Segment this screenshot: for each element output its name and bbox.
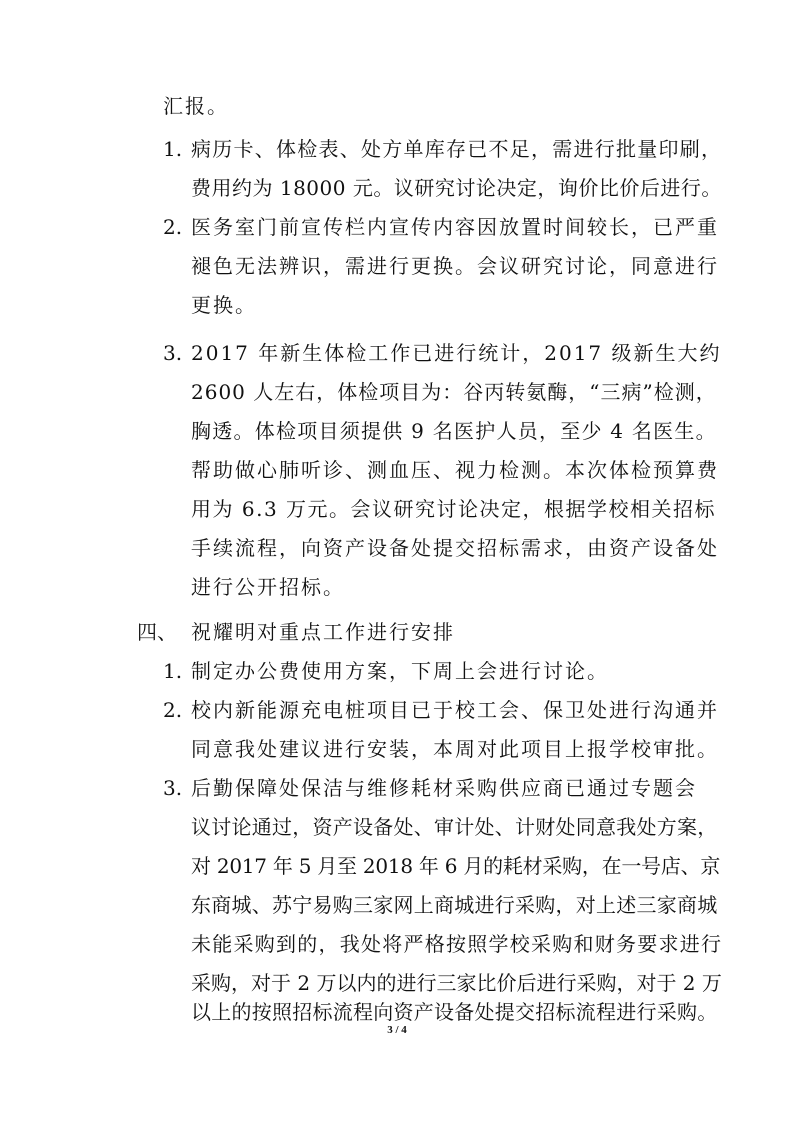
text-line: 汇报。 [163,94,229,118]
page-number: 3 / 4 [387,1024,407,1036]
text-line: 同意我处建议进行安装，本周对此项目上报学校审批。 [191,737,719,761]
text-line: 以上的按照招标流程向资产设备处提交招标流程进行采购。 [191,1000,718,1024]
text-line: 制定办公费使用方案，下周上会进行讨论。 [191,659,609,683]
text-line: 用为 6.3 万元。会议研究讨论决定，根据学校相关招标 [191,497,717,521]
text-line: 胸透。体检项目须提供 9 名医护人员，至少 4 名医生。 [191,419,717,443]
text-line: 病历卡、体检表、处方单库存已不足，需进行批量印刷， [191,137,723,161]
text-line: 东商城、苏宁易购三家网上商城进行采购，对上述三家商城 [191,893,718,917]
item-number: 3. [163,341,183,365]
text-line: 校内新能源充电桩项目已于校工会、保卫处进行沟通并 [191,698,719,722]
item-number: 2. [163,698,183,722]
text-line: 手续流程，向资产设备处提交招标需求，由资产设备处 [191,536,719,560]
text-line: 褪色无法辨识，需进行更换。会议研究讨论，同意进行 [191,254,719,278]
section-number: 四、 [137,620,177,644]
item-number: 2. [163,215,183,239]
item-number: 1. [163,137,183,161]
text-line: 进行公开招标。 [191,575,345,599]
text-line: 对 2017 年 5 月至 2018 年 6 月的耗材采购，在一号店、京 [191,854,721,878]
text-line: 2600 人左右，体检项目为：谷丙转氨酶，“三病”检测， [191,380,717,404]
text-line: 后勤保障处保洁与维修耗材采购供应商已通过专题会 [191,776,697,800]
text-line: 议讨论通过，资产设备处、审计处、计财处同意我处方案， [191,815,718,839]
text-line: 未能采购到的，我处将严格按照学校采购和财务要求进行 [191,932,723,956]
item-number: 3. [163,776,183,800]
text-line: 更换。 [191,293,257,317]
text-line: 采购，对于 2 万以内的进行三家比价后进行采购，对于 2 万 [191,971,722,995]
item-number: 1. [163,659,183,683]
text-line: 2017 年新生体检工作已进行统计，2017 级新生大约 [191,341,722,365]
text-line: 帮助做心肺听诊、测血压、视力检测。本次体检预算费 [191,458,719,482]
section-heading: 祝耀明对重点工作进行安排 [191,620,455,644]
text-line: 费用约为 18000 元。议研究讨论决定，询价比价后进行。 [191,176,722,200]
text-line: 医务室门前宣传栏内宣传内容因放置时间较长，已严重 [191,215,719,239]
